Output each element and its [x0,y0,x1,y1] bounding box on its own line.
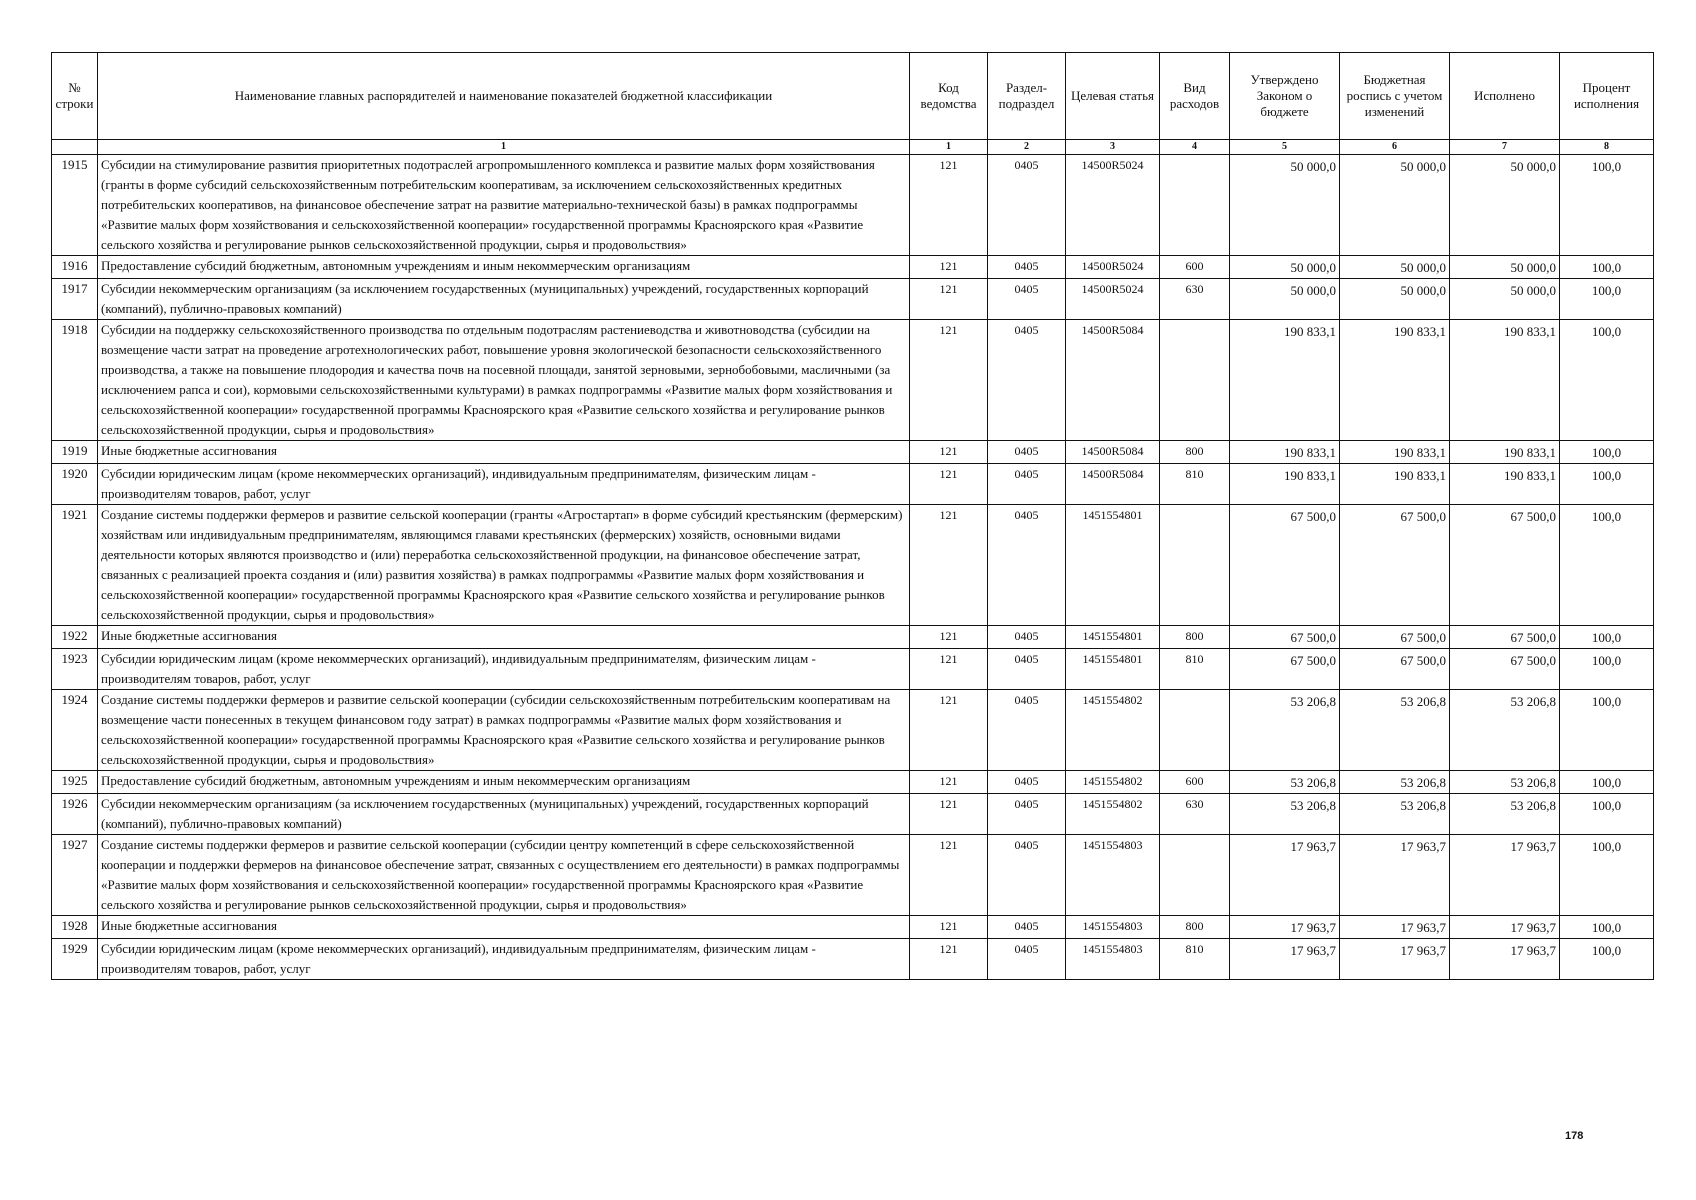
row-dept-code: 121 [910,279,988,320]
row-dept-code: 121 [910,155,988,256]
table-row [52,464,1654,505]
budget-table [51,52,1654,980]
row-dept-code: 121 [910,771,988,794]
column-number: 8 [1560,140,1654,155]
row-exp-type: 810 [1160,464,1230,505]
row-target: 1451554803 [1066,916,1160,939]
row-approved: 17 963,7 [1230,835,1340,916]
row-name: Создание системы поддержки фермеров и развитие сельской кооперации (субсидии сельскохозяйственным потребительским кооперативам на возмещение части понесенных в текущем финансовом году затрат) в рамках подпрограммы «Развитие малых форм хозяйствования и сельскохозяйственной кооперации» государственной программы Красноярского края «Развитие сельского хозяйства и регулирование рынков сельскохозяйственной продукции, сырья и продовольствия» [98,690,910,771]
row-budget: 53 206,8 [1340,690,1450,771]
table-row [52,690,1654,771]
row-target: 14500R5084 [1066,464,1160,505]
row-number: 1920 [52,464,98,505]
row-exp-type: 810 [1160,649,1230,690]
row-exp-type: 810 [1160,939,1230,980]
table-row [52,320,1654,441]
row-number: 1916 [52,256,98,279]
row-budget: 50 000,0 [1340,155,1450,256]
column-number: 7 [1450,140,1560,155]
row-number: 1929 [52,939,98,980]
row-number: 1922 [52,626,98,649]
row-budget: 53 206,8 [1340,771,1450,794]
row-number: 1917 [52,279,98,320]
row-executed: 17 963,7 [1450,835,1560,916]
row-approved: 50 000,0 [1230,155,1340,256]
row-exp-type: 630 [1160,279,1230,320]
row-section: 0405 [988,441,1066,464]
row-percent: 100,0 [1560,771,1654,794]
row-number: 1925 [52,771,98,794]
table-row [52,256,1654,279]
row-section: 0405 [988,155,1066,256]
table-row [52,441,1654,464]
column-number-row [52,140,1654,155]
row-name: Субсидии юридическим лицам (кроме некоммерческих организаций), индивидуальным предпринимателям, физическим лицам - производителям товаров, работ, услуг [98,939,910,980]
row-number: 1923 [52,649,98,690]
row-approved: 67 500,0 [1230,626,1340,649]
column-number: 1 [98,140,910,155]
column-number: 6 [1340,140,1450,155]
header-row [52,53,1654,140]
row-exp-type: 800 [1160,441,1230,464]
column-number: 2 [988,140,1066,155]
row-target: 1451554802 [1066,690,1160,771]
row-exp-type [1160,690,1230,771]
header-dept-code: Код ведомства [910,53,988,140]
row-exp-type: 630 [1160,794,1230,835]
row-target: 14500R5084 [1066,441,1160,464]
row-dept-code: 121 [910,320,988,441]
row-budget: 50 000,0 [1340,279,1450,320]
row-executed: 53 206,8 [1450,771,1560,794]
row-dept-code: 121 [910,690,988,771]
row-percent: 100,0 [1560,794,1654,835]
row-percent: 100,0 [1560,835,1654,916]
row-section: 0405 [988,939,1066,980]
row-exp-type [1160,505,1230,626]
table-row [52,939,1654,980]
row-name: Субсидии некоммерческим организациям (за исключением государственных (муниципальных) учреждений, государственных корпораций (компаний), публично-правовых компаний) [98,794,910,835]
row-approved: 67 500,0 [1230,649,1340,690]
row-name: Субсидии на стимулирование развития приоритетных подотраслей агропромышленного комплекса и развитие малых форм хозяйствования (гранты в форме субсидий сельскохозяйственным потребительским кооперативам, за исключением сельскохозяйственных кредитных потребительских кооперативов, на финансовое обеспечение затрат на развитие материально-технической базы) в рамках подпрограммы «Развитие малых форм хозяйствования и сельскохозяйственной кооперации» государственной программы Красноярского края «Развитие сельского хозяйства и регулирование рынков сельскохозяйственной продукции, сырья и продовольствия» [98,155,910,256]
row-executed: 50 000,0 [1450,155,1560,256]
table-row [52,835,1654,916]
row-dept-code: 121 [910,794,988,835]
table-row [52,505,1654,626]
row-budget: 67 500,0 [1340,505,1450,626]
table-row [52,794,1654,835]
row-target: 1451554801 [1066,626,1160,649]
row-budget: 67 500,0 [1340,649,1450,690]
row-name: Субсидии юридическим лицам (кроме некоммерческих организаций), индивидуальным предпринимателям, физическим лицам - производителям товаров, работ, услуг [98,464,910,505]
row-section: 0405 [988,835,1066,916]
row-number: 1924 [52,690,98,771]
row-dept-code: 121 [910,256,988,279]
row-section: 0405 [988,256,1066,279]
row-exp-type: 800 [1160,626,1230,649]
row-executed: 190 833,1 [1450,464,1560,505]
row-name: Иные бюджетные ассигнования [98,626,910,649]
row-exp-type [1160,320,1230,441]
row-executed: 53 206,8 [1450,690,1560,771]
column-number: 1 [910,140,988,155]
row-section: 0405 [988,320,1066,441]
row-number: 1926 [52,794,98,835]
row-approved: 53 206,8 [1230,690,1340,771]
row-percent: 100,0 [1560,441,1654,464]
row-budget: 17 963,7 [1340,835,1450,916]
row-approved: 17 963,7 [1230,939,1340,980]
column-number: 3 [1066,140,1160,155]
row-name: Иные бюджетные ассигнования [98,441,910,464]
column-number: 5 [1230,140,1340,155]
row-target: 1451554803 [1066,939,1160,980]
row-section: 0405 [988,916,1066,939]
header-row-no: № строки [52,53,98,140]
row-number: 1918 [52,320,98,441]
row-dept-code: 121 [910,626,988,649]
column-number: 4 [1160,140,1230,155]
row-name: Создание системы поддержки фермеров и развитие сельской кооперации (субсидии центру компетенций в сфере сельскохозяйственной кооперации и поддержки фермеров на финансовое обеспечение затрат, связанных с осуществлением его деятельности) в рамках подпрограммы «Развитие малых форм хозяйствования и сельскохозяйственной кооперации» государственной программы Красноярского края «Развитие сельского хозяйства и регулирование рынков сельскохозяйственной продукции, сырья и продовольствия» [98,835,910,916]
row-section: 0405 [988,505,1066,626]
row-number: 1921 [52,505,98,626]
row-budget: 17 963,7 [1340,916,1450,939]
header-percent: Процент исполнения [1560,53,1654,140]
row-executed: 67 500,0 [1450,505,1560,626]
row-number: 1915 [52,155,98,256]
column-number [52,140,98,155]
row-executed: 67 500,0 [1450,649,1560,690]
header-target: Целевая статья [1066,53,1160,140]
table-row [52,626,1654,649]
row-exp-type: 800 [1160,916,1230,939]
row-dept-code: 121 [910,441,988,464]
row-section: 0405 [988,649,1066,690]
row-exp-type: 600 [1160,771,1230,794]
table-row [52,279,1654,320]
row-name: Иные бюджетные ассигнования [98,916,910,939]
row-number: 1919 [52,441,98,464]
row-dept-code: 121 [910,505,988,626]
header-approved: Утверждено Законом о бюджете [1230,53,1340,140]
row-percent: 100,0 [1560,279,1654,320]
row-dept-code: 121 [910,916,988,939]
row-approved: 190 833,1 [1230,464,1340,505]
table-row [52,649,1654,690]
row-budget: 53 206,8 [1340,794,1450,835]
row-target: 1451554802 [1066,794,1160,835]
row-percent: 100,0 [1560,626,1654,649]
row-executed: 50 000,0 [1450,256,1560,279]
row-executed: 50 000,0 [1450,279,1560,320]
row-exp-type: 600 [1160,256,1230,279]
row-name: Субсидии на поддержку сельскохозяйственного производства по отдельным подотраслям растениеводства и животноводства (субсидии на возмещение части затрат на проведение агротехнологических работ, повышение уровня экологической безопасности сельскохозяйственного производства, а также на повышение плодородия и качества почв на посевной площади, занятой зерновыми, зернобобовыми, масличными (за исключением рапса и сои), кормовыми сельскохозяйственными культурами) в рамках подпрограммы «Развитие малых форм хозяйствования и сельскохозяйственной кооперации» государственной программы Красноярского края «Развитие сельского хозяйства и регулирование рынков сельскохозяйственной продукции, сырья и продовольствия» [98,320,910,441]
row-approved: 190 833,1 [1230,441,1340,464]
row-percent: 100,0 [1560,464,1654,505]
row-budget: 190 833,1 [1340,320,1450,441]
row-percent: 100,0 [1560,916,1654,939]
row-section: 0405 [988,626,1066,649]
row-percent: 100,0 [1560,256,1654,279]
row-budget: 50 000,0 [1340,256,1450,279]
row-target: 14500R5024 [1066,279,1160,320]
row-target: 1451554802 [1066,771,1160,794]
row-name: Предоставление субсидий бюджетным, автономным учреждениям и иным некоммерческим организациям [98,771,910,794]
row-executed: 17 963,7 [1450,939,1560,980]
row-budget: 190 833,1 [1340,441,1450,464]
row-target: 1451554801 [1066,649,1160,690]
row-approved: 50 000,0 [1230,279,1340,320]
row-exp-type [1160,155,1230,256]
row-section: 0405 [988,464,1066,505]
row-dept-code: 121 [910,649,988,690]
table-row [52,771,1654,794]
row-target: 14500R5084 [1066,320,1160,441]
row-executed: 190 833,1 [1450,441,1560,464]
table-row [52,916,1654,939]
row-budget: 67 500,0 [1340,626,1450,649]
row-name: Субсидии юридическим лицам (кроме некоммерческих организаций), индивидуальным предпринимателям, физическим лицам - производителям товаров, работ, услуг [98,649,910,690]
row-name: Предоставление субсидий бюджетным, автономным учреждениям и иным некоммерческим организациям [98,256,910,279]
row-percent: 100,0 [1560,690,1654,771]
row-percent: 100,0 [1560,649,1654,690]
row-exp-type [1160,835,1230,916]
row-section: 0405 [988,771,1066,794]
row-approved: 190 833,1 [1230,320,1340,441]
page-number: 178 [1565,1130,1584,1142]
row-executed: 67 500,0 [1450,626,1560,649]
row-budget: 190 833,1 [1340,464,1450,505]
row-approved: 17 963,7 [1230,916,1340,939]
row-percent: 100,0 [1560,320,1654,441]
row-percent: 100,0 [1560,939,1654,980]
row-target: 1451554803 [1066,835,1160,916]
header-name: Наименование главных распорядителей и наименование показателей бюджетной классификации [98,53,910,140]
table-row [52,155,1654,256]
row-target: 14500R5024 [1066,256,1160,279]
header-executed: Исполнено [1450,53,1560,140]
row-number: 1927 [52,835,98,916]
row-approved: 53 206,8 [1230,794,1340,835]
row-target: 14500R5024 [1066,155,1160,256]
row-executed: 53 206,8 [1450,794,1560,835]
row-approved: 67 500,0 [1230,505,1340,626]
row-approved: 53 206,8 [1230,771,1340,794]
row-budget: 17 963,7 [1340,939,1450,980]
row-section: 0405 [988,690,1066,771]
row-name: Субсидии некоммерческим организациям (за исключением государственных (муниципальных) учреждений, государственных корпораций (компаний), публично-правовых компаний) [98,279,910,320]
row-section: 0405 [988,794,1066,835]
row-dept-code: 121 [910,835,988,916]
row-executed: 17 963,7 [1450,916,1560,939]
row-percent: 100,0 [1560,155,1654,256]
header-exp-type: Вид расходов [1160,53,1230,140]
budget-document [51,52,1653,980]
row-name: Создание системы поддержки фермеров и развитие сельской кооперации (гранты «Агростартап» в форме субсидий крестьянским (фермерским) хозяйствам или индивидуальным предпринимателям, являющимся главами крестьянских (фермерских) хозяйств, основными видами деятельности которых являются производство и (или) переработка сельскохозяйственной продукции, на финансовое обеспечение затрат, связанных с реализацией проекта создания и (или) развития хозяйства) в рамках подпрограммы «Развитие малых форм хозяйствования и сельскохозяйственной кооперации» государственной программы Красноярского края «Развитие сельского хозяйства и регулирование рынков сельскохозяйственной продукции, сырья и продовольствия» [98,505,910,626]
row-dept-code: 121 [910,464,988,505]
header-budget-list: Бюджетная роспись с учетом изменений [1340,53,1450,140]
row-target: 1451554801 [1066,505,1160,626]
row-number: 1928 [52,916,98,939]
row-section: 0405 [988,279,1066,320]
header-section: Раздел-подраздел [988,53,1066,140]
row-executed: 190 833,1 [1450,320,1560,441]
row-percent: 100,0 [1560,505,1654,626]
row-approved: 50 000,0 [1230,256,1340,279]
row-dept-code: 121 [910,939,988,980]
